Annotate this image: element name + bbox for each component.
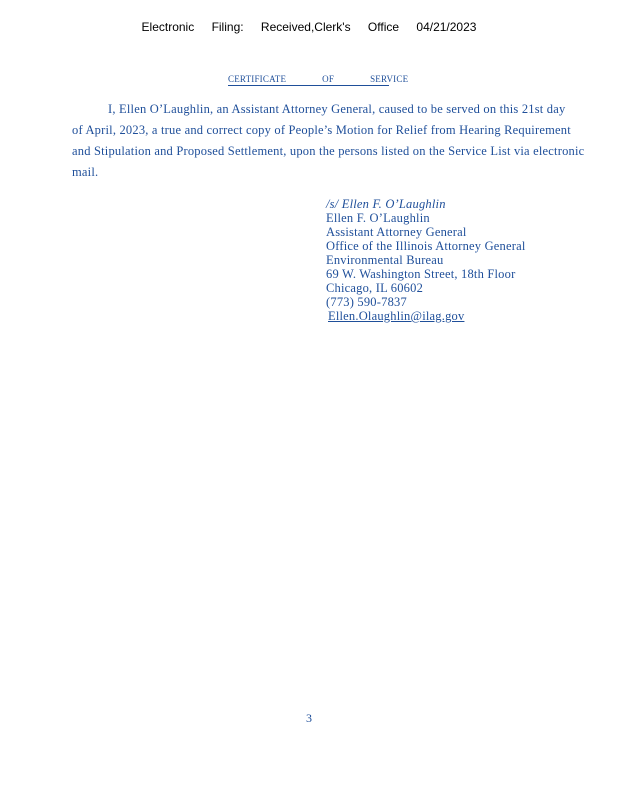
- stamp-received: Received,Clerk's: [260, 20, 351, 34]
- heading-word-of: OF: [322, 74, 335, 84]
- stamp-electronic: Electronic: [141, 20, 195, 34]
- stamp-date: 04/21/2023: [416, 20, 477, 34]
- body-line-3: and Stipulation and Proposed Settlement, upon the persons listed on the Service List via electronic: [72, 144, 585, 158]
- heading-word-certificate: CERTIFICATE: [228, 74, 287, 84]
- body-line-1: I, Ellen O’Laughlin, an Assistant Attorney General, caused to be served on this 21st day: [108, 102, 566, 116]
- signer-phone: (773) 590-7837: [326, 295, 407, 309]
- electronic-signature: /s/ Ellen F. O’Laughlin: [326, 197, 446, 211]
- signer-bureau: Environmental Bureau: [326, 253, 444, 267]
- signer-email-link[interactable]: Ellen.Olaughlin@ilag.gov: [328, 309, 465, 323]
- page-number: 3: [306, 711, 312, 725]
- signer-street: 69 W. Washington Street, 18th Floor: [326, 267, 516, 281]
- signature-block: [326, 197, 526, 323]
- signer-city: Chicago, IL 60602: [326, 281, 424, 295]
- electronic-filing-stamp: [0, 20, 618, 34]
- signer-title: Assistant Attorney General: [326, 225, 467, 239]
- signer-office: Office of the Illinois Attorney General: [326, 239, 526, 253]
- stamp-office: Office: [367, 20, 400, 34]
- signer-name: Ellen F. O’Laughlin: [326, 211, 430, 225]
- certificate-of-service-heading: [228, 74, 409, 86]
- body-line-4: mail.: [72, 165, 99, 179]
- certificate-body-paragraph: [72, 99, 612, 183]
- body-line-2: of April, 2023, a true and correct copy of People’s Motion for Relief from Hearing Requirement: [72, 123, 571, 137]
- heading-word-service: SERVICE: [370, 74, 409, 84]
- stamp-filing: Filing:: [211, 20, 244, 34]
